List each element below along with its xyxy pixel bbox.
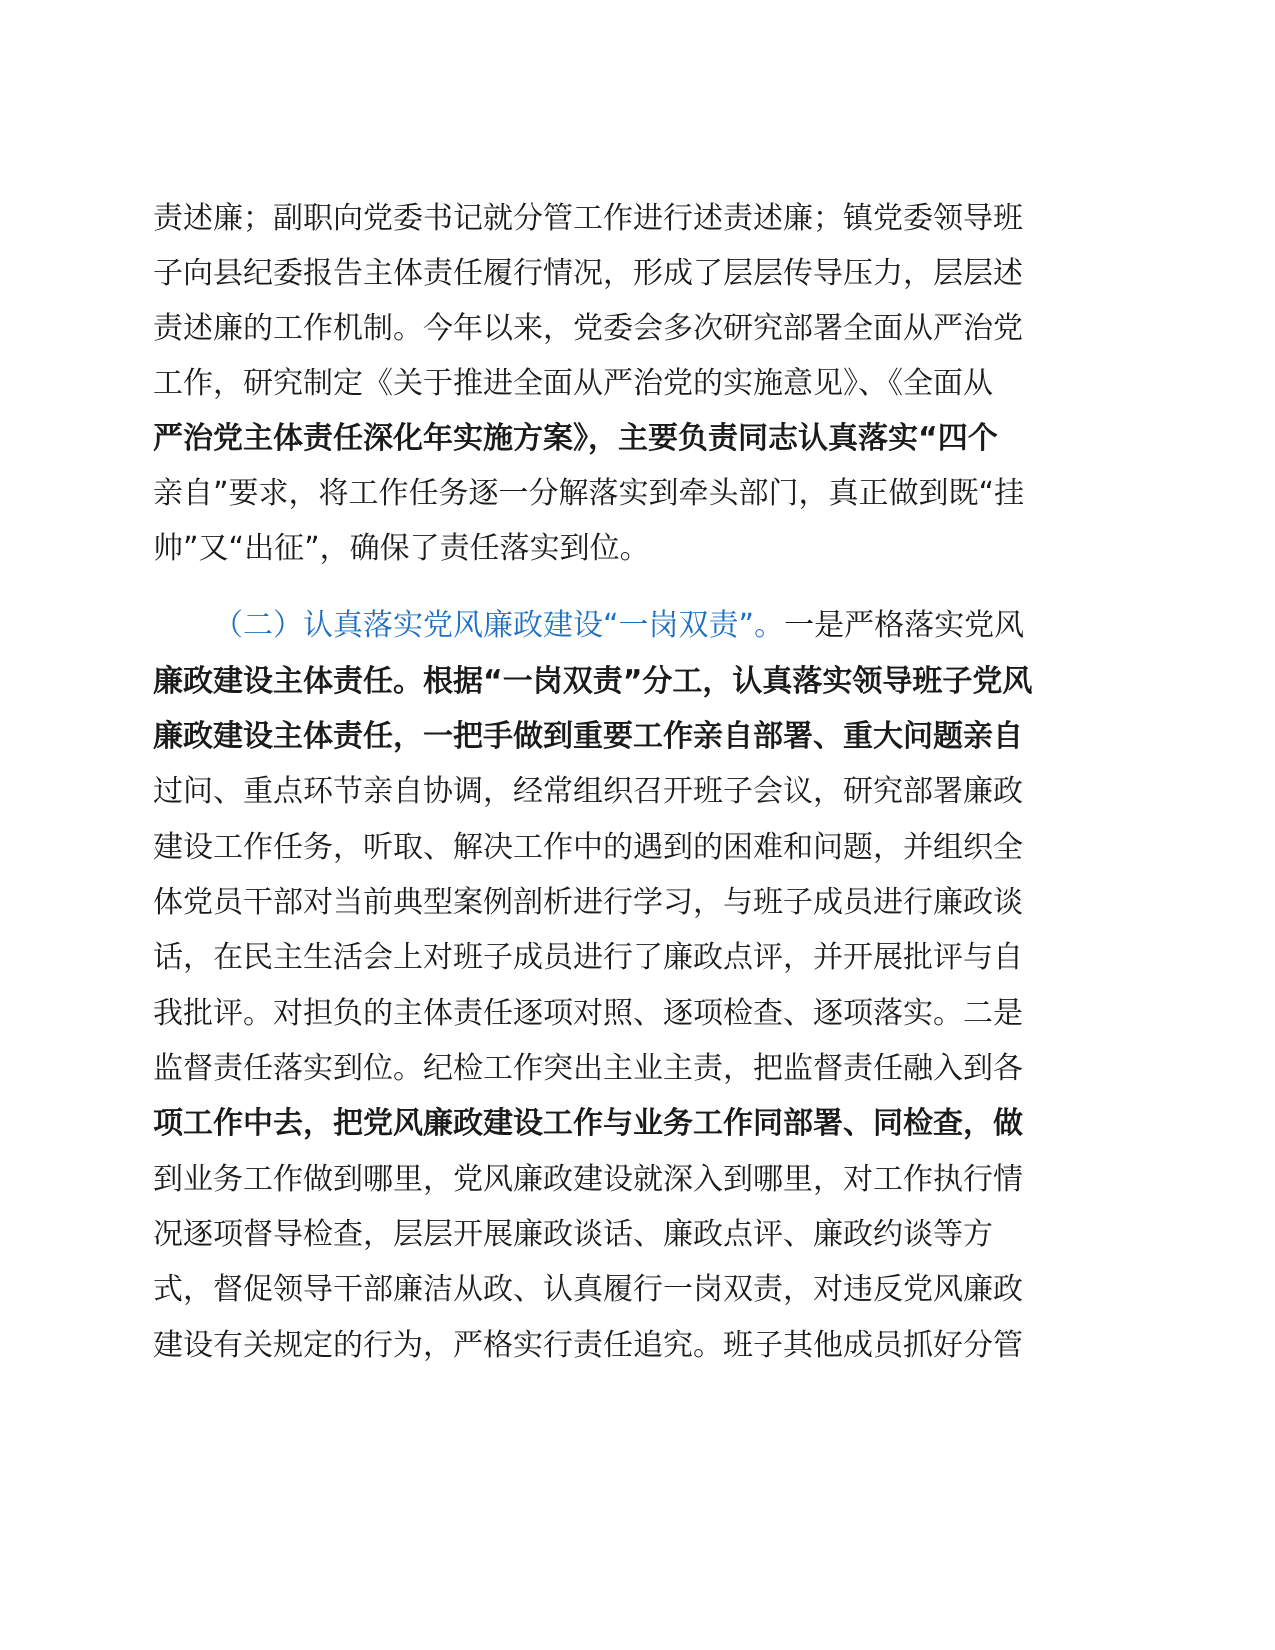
section-first-text: 一是严格落实党风 xyxy=(784,608,1025,643)
paragraph-line: 亲自”要求，将工作任务逐一分解落实到牵头部门，真正做到既“挂 xyxy=(153,476,1025,511)
paragraph-line: 式，督促领导干部廉洁从政、认真履行一岗双责，对违反党风廉政 xyxy=(153,1272,1023,1307)
paragraph-line: 责述廉的工作机制。今年以来，党委会多次研究部署全面从严治党 xyxy=(153,311,1023,346)
paragraph-line: 帅”又“出征”，确保了责任落实到位。 xyxy=(153,531,650,566)
paragraph-line: 况逐项督导检查，层层开展廉政谈话、廉政点评、廉政约谈等方 xyxy=(153,1217,993,1252)
paragraph-line: 到业务工作做到哪里，党风廉政建设就深入到哪里，对工作执行情 xyxy=(153,1162,1023,1197)
paragraph-line: 严治党主体责任深化年实施方案》，主要负责同志认真落实“四个 xyxy=(153,421,998,456)
paragraph-line: 话，在民主生活会上对班子成员进行了廉政点评，并开展批评与自 xyxy=(153,940,1023,975)
section-heading: （二）认真落实党风廉政建设“一岗双责”。 xyxy=(213,608,785,643)
paragraph-line: 建设有关规定的行为，严格实行责任追究。班子其他成员抓好分管 xyxy=(153,1328,1023,1363)
paragraph-line: 过问、重点环节亲自协调，经常组织召开班子会议，研究部署廉政 xyxy=(153,774,1023,809)
section-heading-line xyxy=(213,604,1123,648)
paragraph-line: 廉政建设主体责任。根据“一岗双责”分工，认真落实领导班子党风 xyxy=(153,664,1033,699)
paragraph-line: 监督责任落实到位。纪检工作突出主业主责，把监督责任融入到各 xyxy=(153,1051,1023,1086)
paragraph-line: 建设工作任务，听取、解决工作中的遇到的困难和问题，并组织全 xyxy=(153,830,1023,865)
paragraph-line: 工作，研究制定《关于推进全面从严治党的实施意见》、《全面从 xyxy=(153,366,993,401)
paragraph-line: 体党员干部对当前典型案例剖析进行学习，与班子成员进行廉政谈 xyxy=(153,885,1023,920)
paragraph-line: 我批评。对担负的主体责任逐项对照、逐项检查、逐项落实。二是 xyxy=(153,996,1023,1031)
paragraph-line: 责述廉；副职向党委书记就分管工作进行述责述廉；镇党委领导班 xyxy=(153,201,1023,236)
paragraph-line: 廉政建设主体责任，一把手做到重要工作亲自部署、重大问题亲自 xyxy=(153,719,1023,754)
paragraph-line: 子向县纪委报告主体责任履行情况，形成了层层传导压力，层层述 xyxy=(153,256,1023,291)
paragraph-line: 项工作中去，把党风廉政建设工作与业务工作同部署、同检查，做 xyxy=(153,1106,1023,1141)
